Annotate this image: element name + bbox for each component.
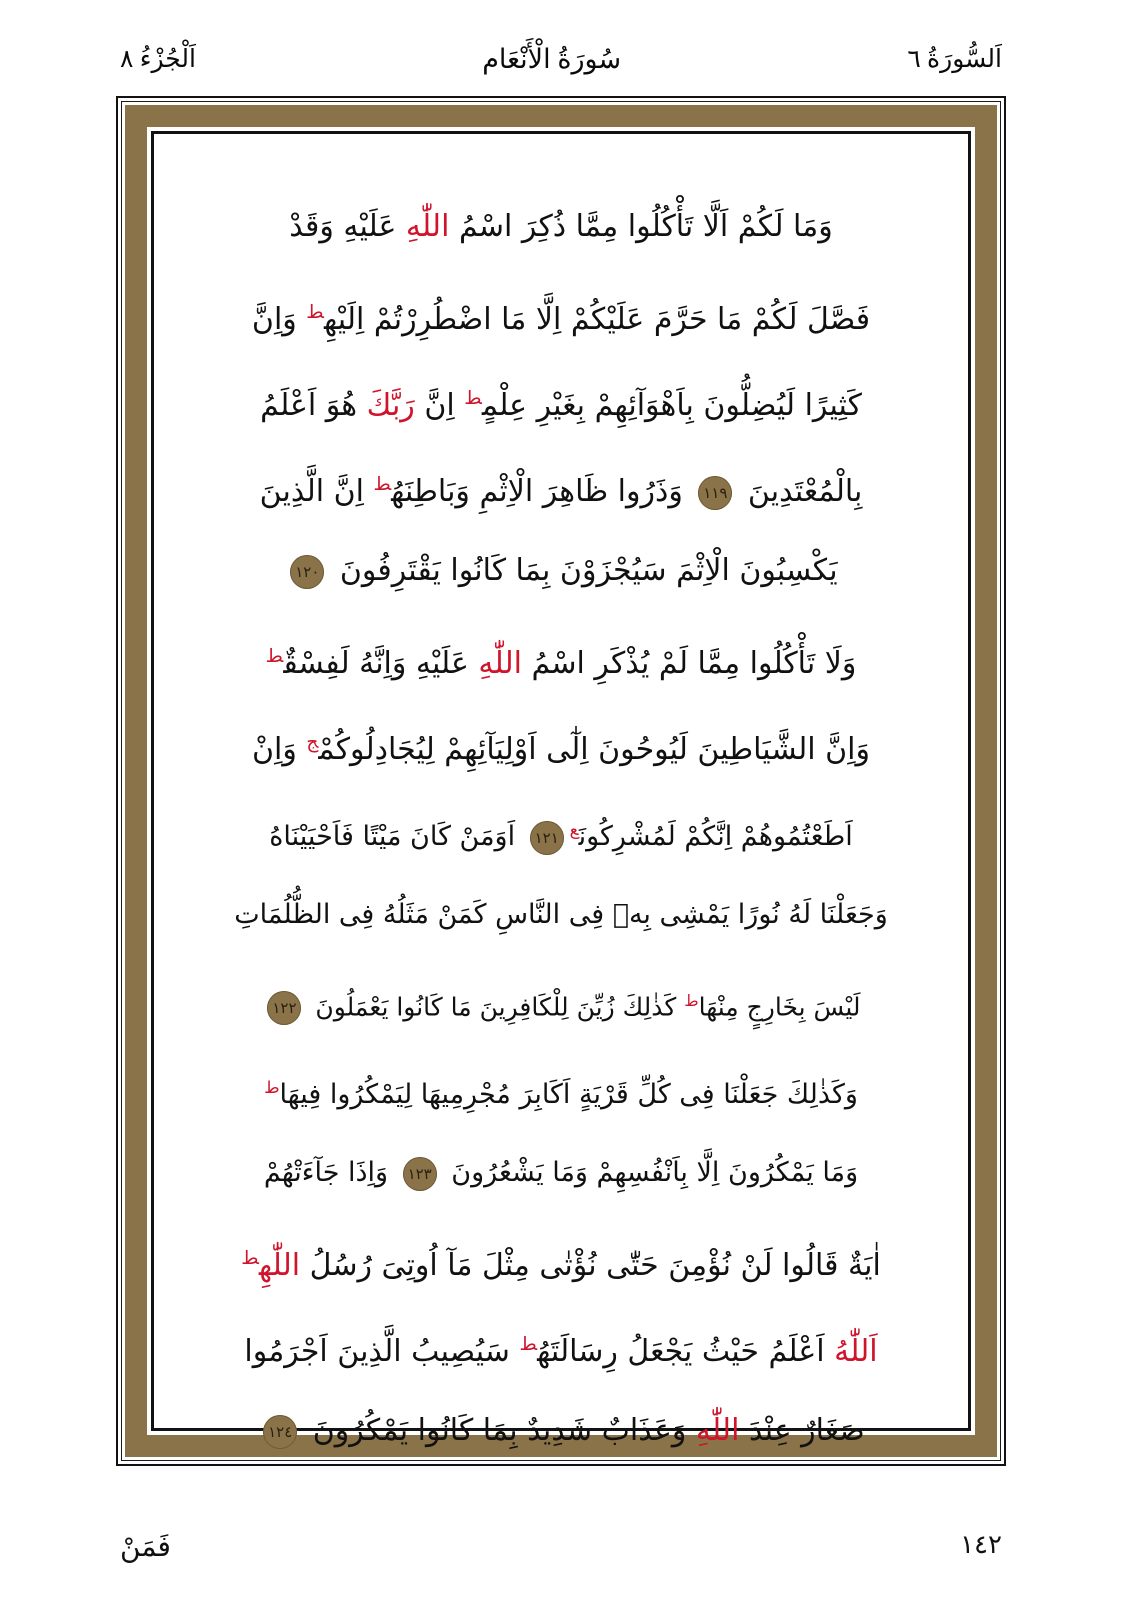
- catchword: فَمَنْ: [120, 1530, 171, 1563]
- ayah-line: [188, 958, 934, 1044]
- ayah-text: وَجَعَلْنَا لَهُ نُورًا يَمْشِى بِهٖ فِى النَّاسِ كَمَنْ مَثَلُهُ فِى الظُّلُمَاتِ: [234, 899, 888, 930]
- ornamental-frame-band: [125, 105, 997, 1457]
- ornamental-frame-line-1: [121, 101, 1001, 1461]
- ayah-text: اَطَعْتُمُوهُمْ اِنَّكُمْ لَمُشْرِكُونَ: [578, 821, 853, 852]
- ayah-text: يَكْسِبُونَ الْاِثْمَ سَيُجْزَوْنَ بِمَا كَانُوا يَقْتَرِفُونَ: [330, 553, 838, 588]
- ayah-line: [188, 1302, 934, 1388]
- waqf-mark: ط: [373, 474, 392, 495]
- ayah-text: اَعْلَمُ حَيْثُ يَجْعَلُ رِسَالَتَهُ: [537, 1334, 835, 1369]
- waqf-mark: ط: [684, 992, 699, 1010]
- ayah-text: وَاِنْ: [251, 732, 307, 767]
- waqf-mark: ط: [265, 646, 284, 667]
- surah-title: سُورَةُ الْأَنْعَام: [482, 44, 622, 75]
- ayah-text: وَاِذَا جَآءَتْهُمْ: [263, 1157, 397, 1188]
- ayah-line: [188, 786, 934, 872]
- ayah-text: وَاِنَّ الشَّيَاطِينَ لَيُوحُونَ اِلٰٓى اَوْلِيَآئِهِمْ لِيُجَادِلُوكُمْ: [318, 732, 870, 767]
- ayah-text: هُوَ اَعْلَمُ: [260, 388, 367, 423]
- ayah-number-marker: ١٢٠: [290, 555, 324, 589]
- divine-name-text: اللّٰهِ: [405, 209, 450, 244]
- ayah-line: [188, 1388, 934, 1474]
- ayah-line: [188, 270, 934, 356]
- ayah-line: [188, 1216, 934, 1302]
- ayah-text: لَيْسَ بِخَارِجٍ مِنْهَا: [698, 992, 861, 1022]
- ornamental-frame-gap: [147, 127, 975, 1448]
- waqf-mark: ط: [306, 302, 324, 323]
- ayah-text: وَاِنَّ: [251, 302, 307, 337]
- ayah-text: بِالْمُعْتَدِينَ: [738, 474, 863, 509]
- divine-name-text: اللّٰهِ: [695, 1413, 740, 1448]
- ayah-text: وَمَا يَمْكُرُونَ اِلَّا بِاَنْفُسِهِمْ وَمَا يَشْعُرُونَ: [442, 1157, 859, 1188]
- ayah-text: وَعَذَابٌ شَدِيدٌ بِمَا كَانُوا يَمْكُرُونَ: [303, 1413, 696, 1448]
- ayah-text: كَثِيرًا لَيُضِلُّونَ بِاَهْوَآئِهِمْ بِغَيْرِ عِلْمٍ: [481, 388, 862, 423]
- ayah-number-marker: ١١٩: [698, 476, 732, 510]
- waqf-mark: ط: [519, 1334, 538, 1355]
- divine-name-text: اَللّٰهُ: [834, 1334, 878, 1369]
- divine-name-text: رَبَّكَ: [366, 388, 415, 423]
- ayah-line: [188, 184, 934, 270]
- waqf-mark: ط: [241, 1248, 259, 1269]
- ayah-text: اٰيَةٌ قَالُوا لَنْ نُؤْمِنَ حَتّٰى نُؤْتٰى مِثْلَ مَآ اُوتِىَ رُسُلُ: [300, 1248, 881, 1283]
- ayah-line: [188, 614, 934, 700]
- divine-name-text: اللّٰهِ: [258, 1248, 301, 1283]
- surah-number-label: اَلسُّورَةُ ٦: [907, 46, 1002, 74]
- ayah-number-marker: ١٢١: [530, 821, 564, 855]
- ayah-text: اِنَّ: [414, 388, 465, 423]
- ayah-line: [188, 1130, 934, 1216]
- ayah-text: وَذَرُوا ظَاهِرَ الْاِثْمِ وَبَاطِنَهُ: [391, 474, 693, 509]
- ayah-line: [188, 356, 934, 442]
- page-footer: [120, 1530, 1002, 1590]
- waqf-mark: ط: [464, 388, 482, 409]
- ayah-text: سَيُصِيبُ الَّذِينَ اَجْرَمُوا: [244, 1334, 520, 1369]
- quran-text-block: [188, 184, 934, 1448]
- ayah-text: وَكَذٰلِكَ جَعَلْنَا فِى كُلِّ قَرْيَةٍ اَكَابِرَ مُجْرِمِيهَا لِيَمْكُرُوا فِيهَا: [279, 1079, 858, 1110]
- ayah-line: [188, 1044, 934, 1130]
- ayah-text: عَلَيْهِ وَاِنَّهُ لَفِسْقٌ: [283, 646, 479, 681]
- waqf-mark: ج: [306, 732, 319, 753]
- ayah-line: [188, 442, 934, 528]
- ayah-line: [188, 872, 934, 958]
- ayah-line: [188, 700, 934, 786]
- ayah-text: وَمَا لَكُمْ اَلَّا تَأْكُلُوا مِمَّا ذُكِرَ اسْمُ: [449, 209, 833, 244]
- ayah-number-marker: ١٢٢: [267, 991, 301, 1025]
- juz-label: اَلْجُزْءُ ٨: [120, 46, 196, 74]
- ornamental-frame-line-3: [157, 137, 965, 1448]
- ayah-text: كَذٰلِكَ زُيِّنَ لِلْكَافِرِينَ مَا كَانُوا يَعْمَلُونَ: [307, 992, 685, 1022]
- ayah-text: اَوَمَنْ كَانَ مَيْتًا فَاَحْيَيْنَاهُ: [269, 821, 524, 852]
- ornamental-frame-outer: [116, 96, 1006, 1466]
- ayah-text: صَغَارٌ عِنْدَ: [739, 1413, 865, 1448]
- page-number: ١٤٢: [960, 1530, 1002, 1559]
- ayah-text: عَلَيْهِ وَقَدْ: [289, 209, 406, 244]
- ayah-line: [188, 528, 934, 614]
- ayah-text: وَلَا تَأْكُلُوا مِمَّا لَمْ يُذْكَرِ اسْمُ: [521, 646, 857, 681]
- ayah-number-marker: ١٢٤: [263, 1415, 297, 1449]
- ayah-number-marker: ١٢٣: [403, 1157, 437, 1191]
- ayah-text: فَصَّلَ لَكُمْ مَا حَرَّمَ عَلَيْكُمْ اِلَّا مَا اضْطُرِرْتُمْ اِلَيْهِ: [323, 302, 871, 337]
- waqf-mark: ط: [264, 1077, 280, 1097]
- ornamental-frame-line-2: [151, 131, 971, 1448]
- waqf-mark: ع: [569, 819, 579, 839]
- ayah-text: اِنَّ الَّذِينَ: [259, 474, 374, 509]
- page-header: [120, 34, 1002, 86]
- divine-name-text: اللّٰهِ: [478, 646, 522, 681]
